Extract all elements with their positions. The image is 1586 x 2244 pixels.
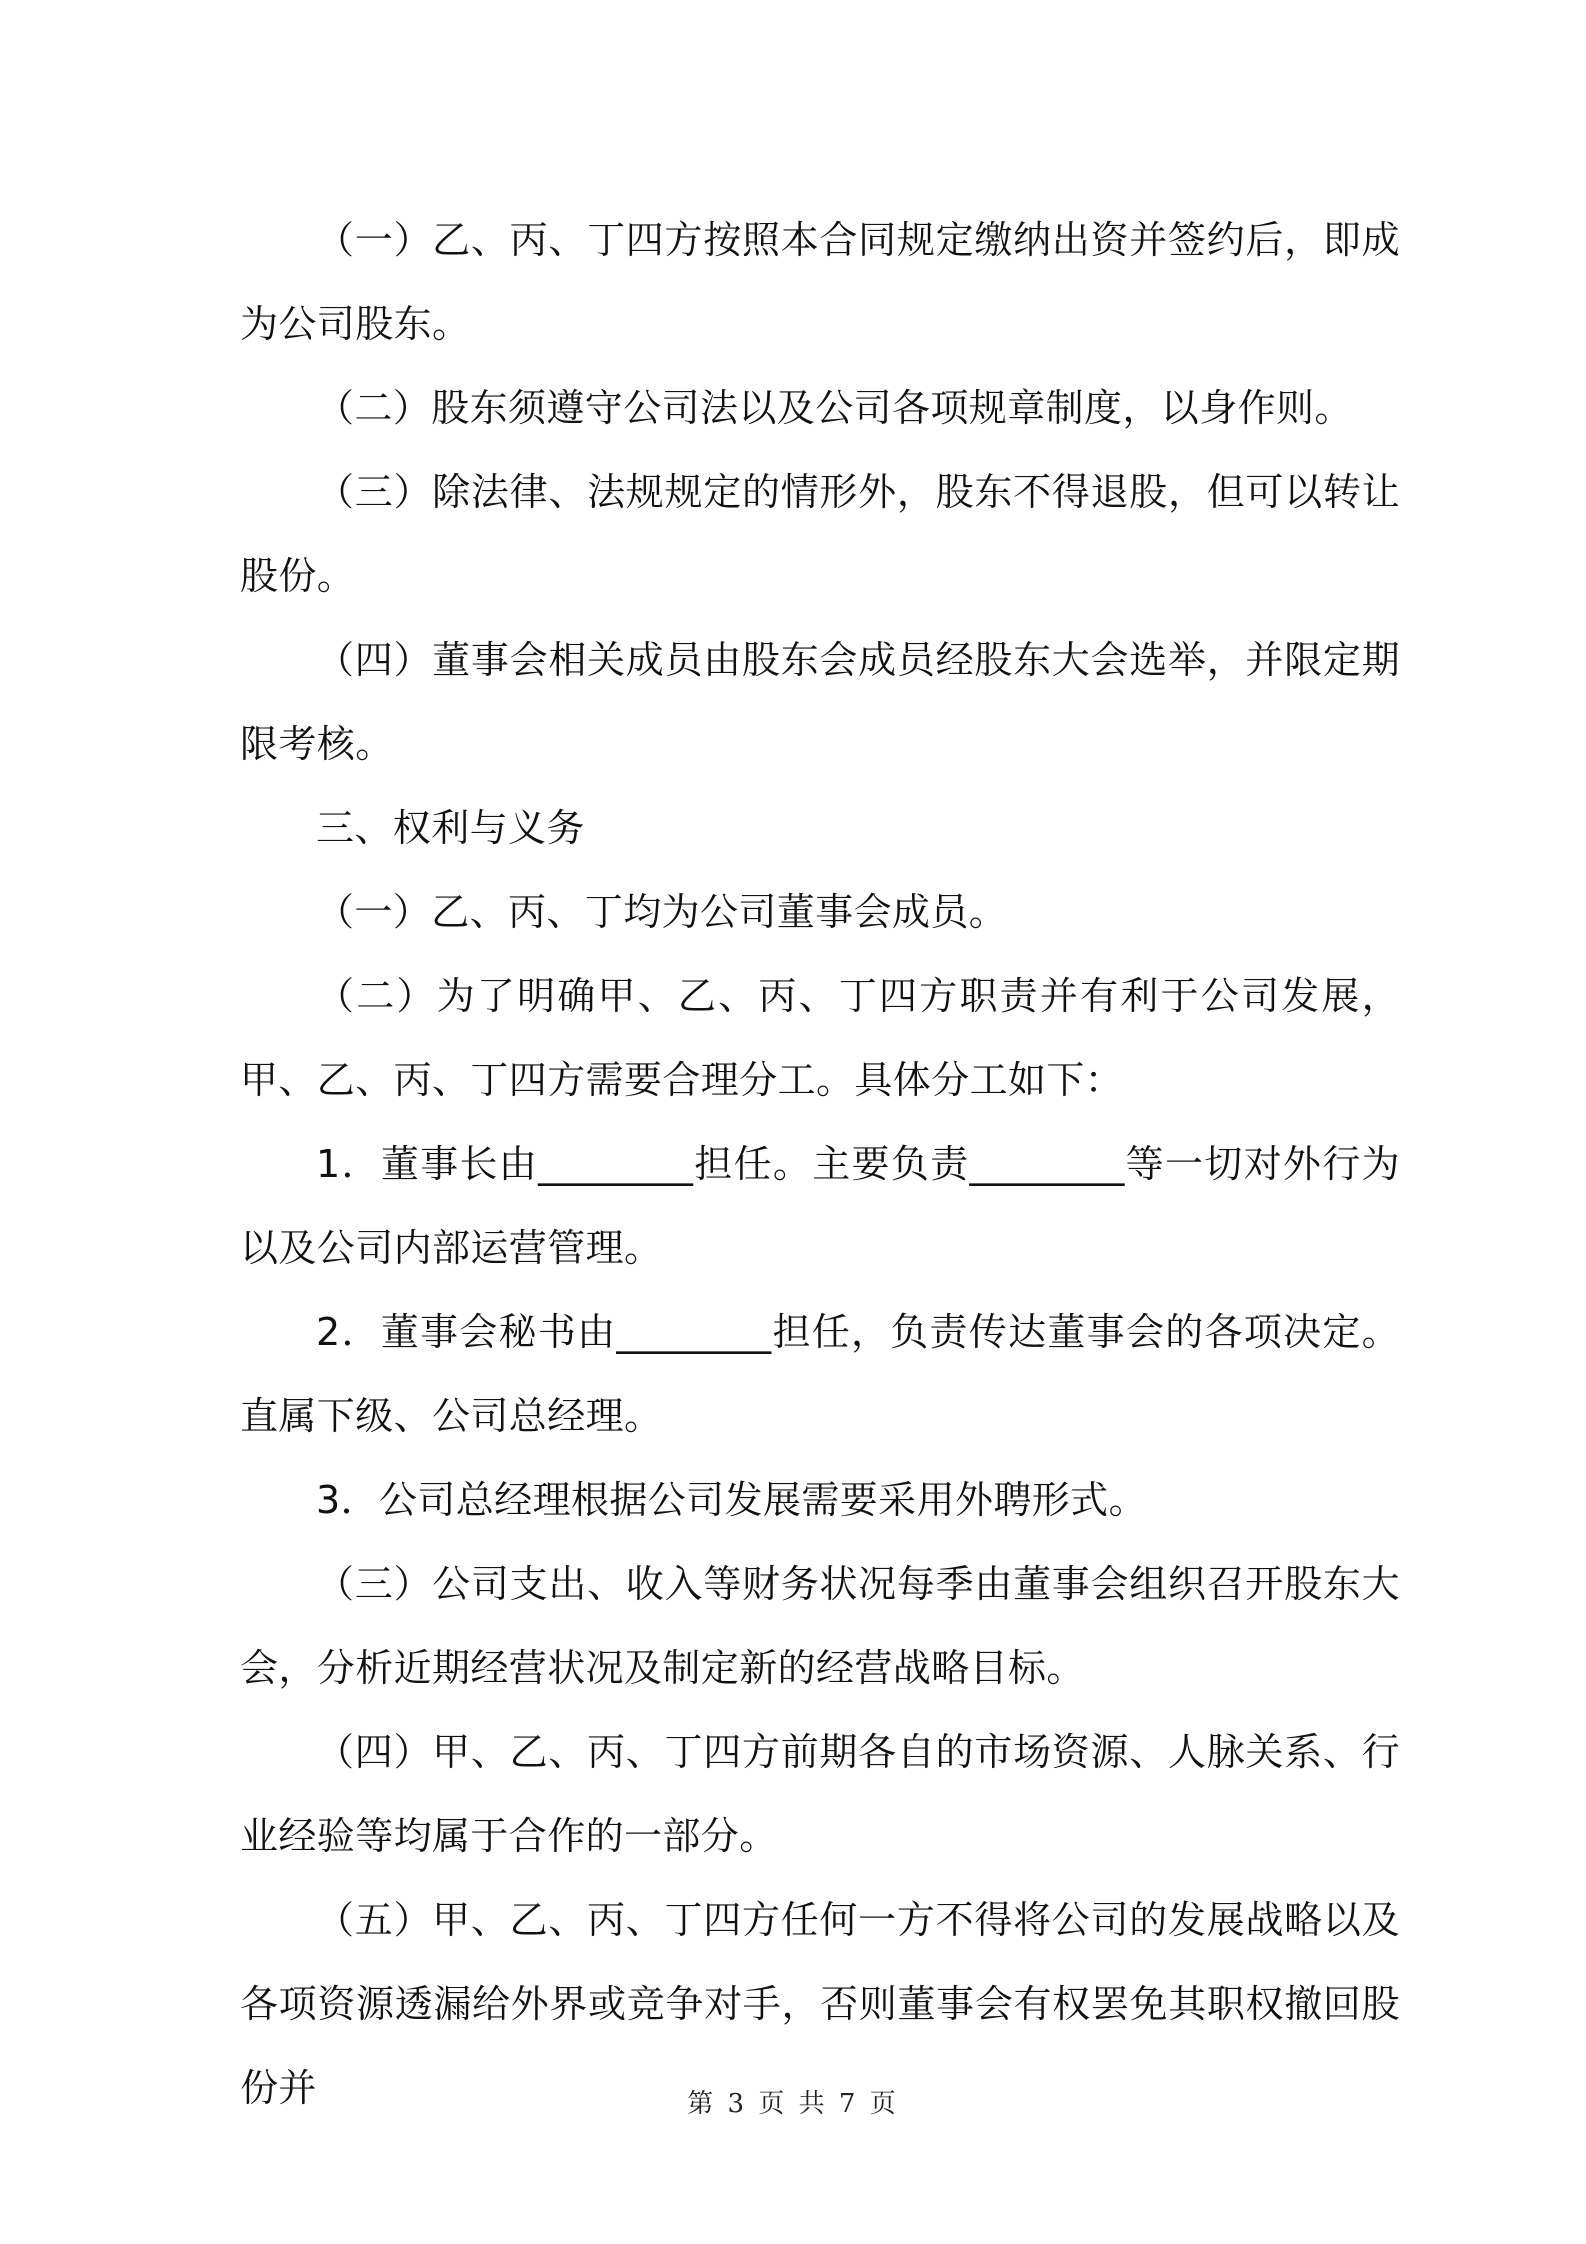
- paragraph: （四）董事会相关成员由股东会成员经股东大会选举，并限定期限考核。: [240, 638, 1400, 766]
- paragraph: （三）除法律、法规规定的情形外，股东不得退股，但可以转让股份。: [240, 470, 1400, 598]
- list-item: 3．公司总经理根据公司发展需要采用外聘形式。: [316, 1478, 1147, 1522]
- paragraph: （一）乙、丙、丁均为公司董事会成员。: [316, 890, 1008, 934]
- paragraph: （二）为了明确甲、乙、丙、丁四方职责并有利于公司发展，甲、乙、丙、丁四方需要合理分工。具体分工如下：: [240, 974, 1400, 1102]
- list-item: 1．董事长由________担任。主要负责________等一切对外行为以及公司内部运营管理。: [240, 1142, 1400, 1270]
- document-body: [240, 198, 1400, 2130]
- page-number-footer: 第 3 页 共 7 页: [687, 2089, 899, 2119]
- paragraph: （一）乙、丙、丁四方按照本合同规定缴纳出资并签约后，即成为公司股东。: [240, 218, 1400, 346]
- paragraph: （二）股东须遵守公司法以及公司各项规章制度，以身作则。: [316, 386, 1353, 430]
- paragraph: （四）甲、乙、丙、丁四方前期各自的市场资源、人脉关系、行业经验等均属于合作的一部分。: [240, 1730, 1400, 1858]
- paragraph: （三）公司支出、收入等财务状况每季由董事会组织召开股东大会，分析近期经营状况及制定新的经营战略目标。: [240, 1562, 1400, 1690]
- section-heading: 三、权利与义务: [316, 806, 585, 850]
- paragraph: （五）甲、乙、丙、丁四方任何一方不得将公司的发展战略以及各项资源透漏给外界或竞争对手，否则董事会有权罢免其职权撤回股份并: [240, 1898, 1400, 2110]
- list-item: 2．董事会秘书由________担任，负责传达董事会的各项决定。直属下级、公司总经理。: [240, 1310, 1400, 1438]
